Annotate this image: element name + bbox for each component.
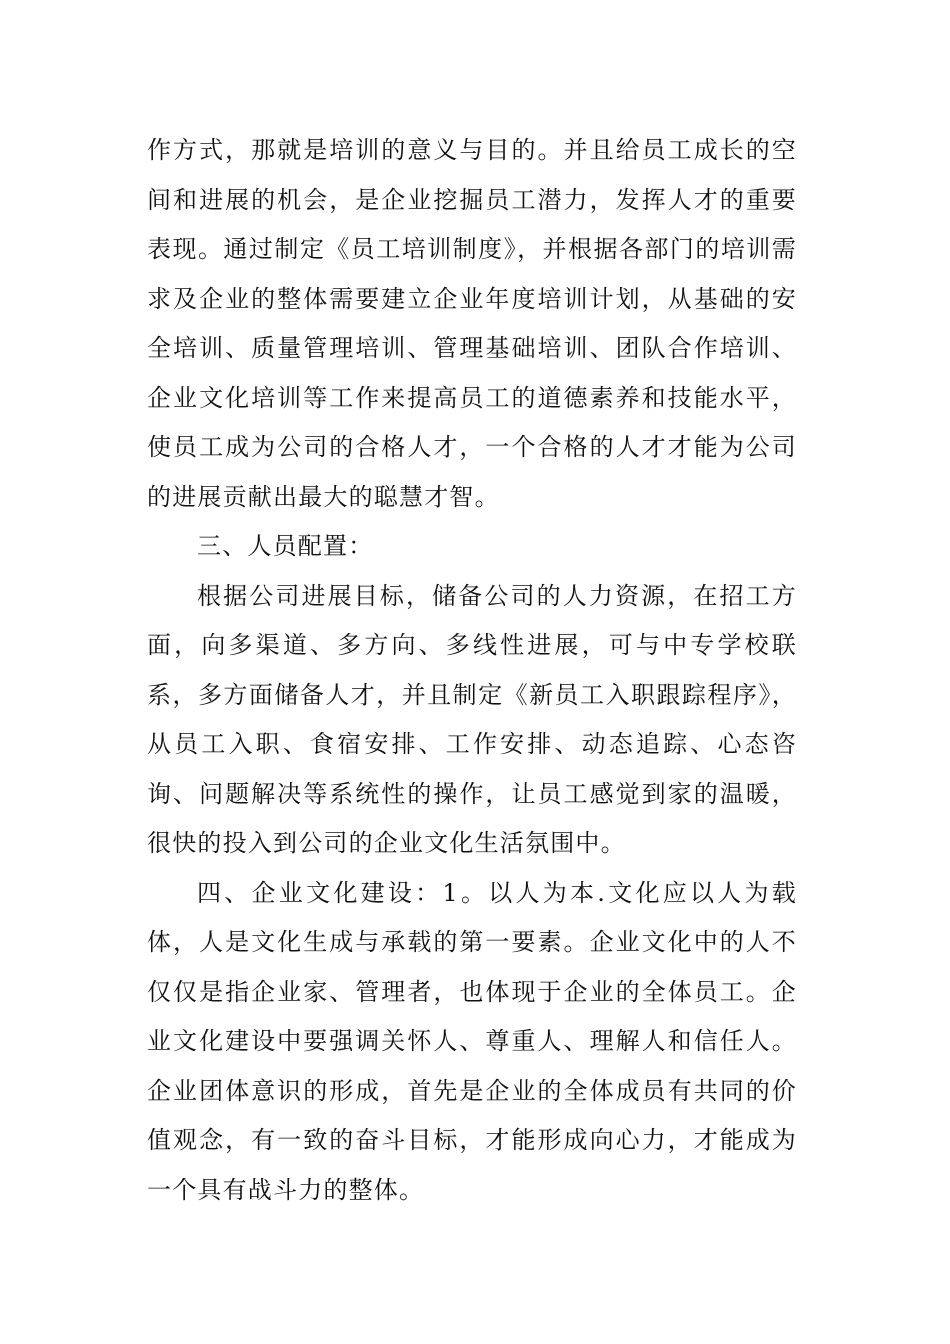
paragraph-corporate-culture: 四、企业文化建设：1。以人为本.文化应以人为载体，人是文化生成与承载的第一要素。企业文化中的人不仅仅是指企业家、管理者，也体现于企业的全体员工。企业文化建设中要强调关怀人、尊重人、理解人和信任人。企业团体意识的形成，首先是企业的全体成员有共同的价值观念，有一致的奋斗目标，才能形成向心力，才能成为一个具有战斗力的整体。 bbox=[147, 878, 797, 1204]
paragraph-staffing: 根据公司进展目标，储备公司的人力资源，在招工方面，向多渠道、多方向、多线性进展，可与中专学校联系，多方面储备人才，并且制定《新员工入职跟踪程序》，从员工入职、食宿安排、工作安排、动态追踪、心态咨询、问题解决等系统性的操作，让员工感觉到家的温暖，很快的投入到公司的企业文化生活氛围中。 bbox=[147, 581, 797, 857]
section-heading-staffing: 三、人员配置： bbox=[197, 532, 374, 560]
document-body bbox=[147, 126, 797, 1215]
paragraph-training-continuation: 作方式，那就是培训的意义与目的。并且给员工成长的空间和进展的机会，是企业挖掘员工潜力，发挥人才的重要表现。通过制定《员工培训制度》，并根据各部门的培训需求及企业的整体需要建立企业年度培训计划，从基础的安全培训、质量管理培训、管理基础培训、团队合作培训、企业文化培训等工作来提高员工的道德素养和技能水平，使员工成为公司的合格人才，一个合格的人才才能为公司的进展贡献出最大的聪慧才智。 bbox=[147, 136, 797, 511]
